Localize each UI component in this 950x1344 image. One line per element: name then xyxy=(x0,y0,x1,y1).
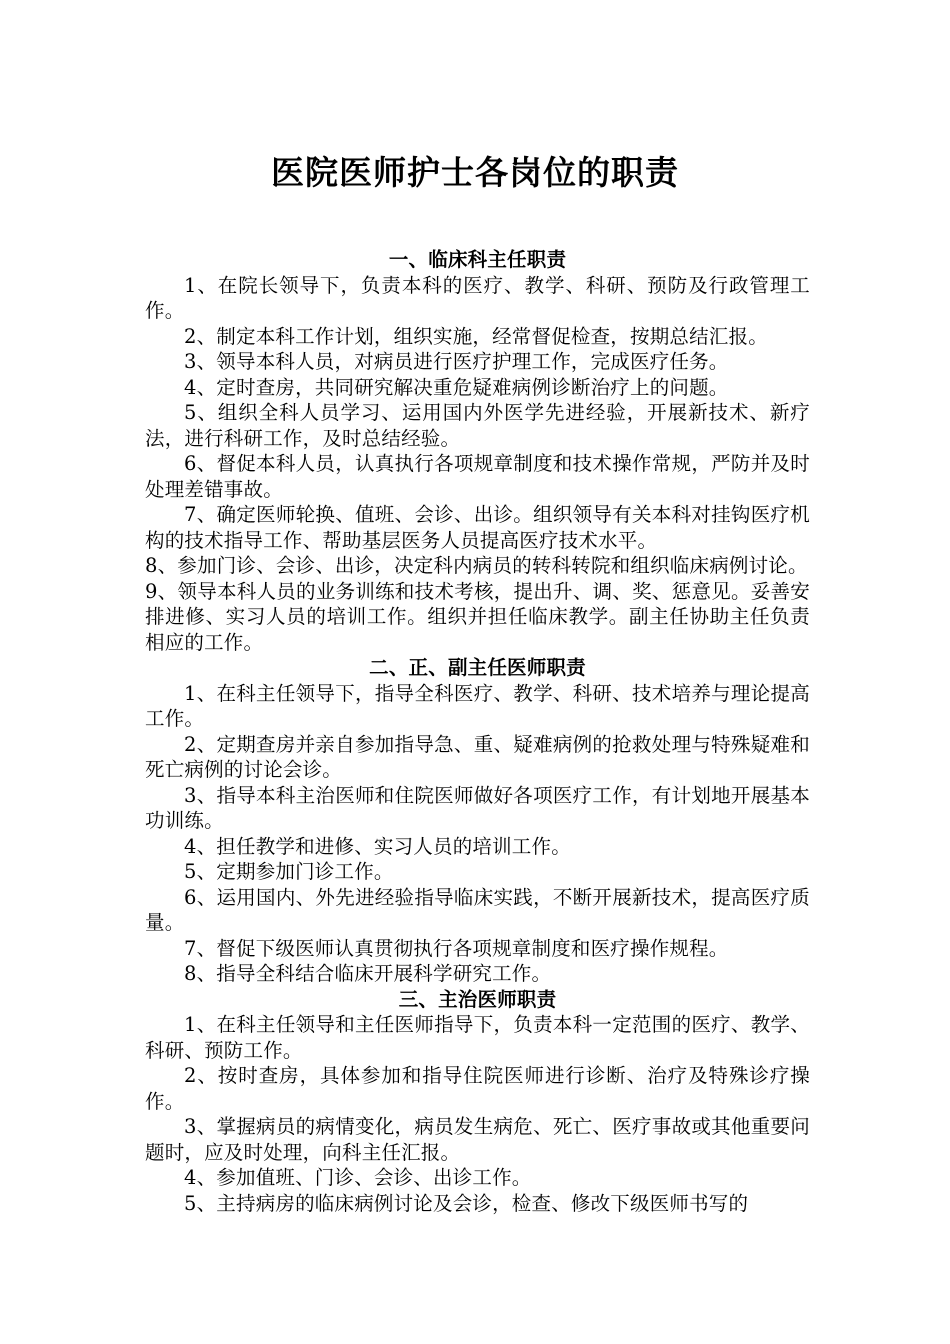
paragraph: 4、定时查房，共同研究解决重危疑难病例诊断治疗上的问题。 xyxy=(184,375,729,399)
paragraph: 8、指导全科结合临床开展科学研究工作。 xyxy=(184,962,552,985)
section-heading: 二、正、副主任医师职责 xyxy=(369,656,586,679)
paragraph: 3、掌握病员的病情变化，病员发生病危、死亡、医疗事故或其他重要问题时，应及时处理，向科主任汇报。 xyxy=(145,1115,810,1164)
paragraph: 6、督促本科人员，认真执行各项规章制度和技术操作常规，严防并及时处理差错事故。 xyxy=(145,452,810,501)
paragraph: 3、领导本科人员，对病员进行医疗护理工作，完成医疗任务。 xyxy=(184,350,729,373)
paragraph: 1、在科主任领导下，指导全科医疗、教学、科研、技术培养与理论提高工作。 xyxy=(145,681,810,730)
paragraph: 9、领导本科人员的业务训练和技术考核，提出升、调、奖、惩意见。妥善安排进修、实习人员的培训工作。组织并担任临床教学。副主任协助主任负责相应的工作。 xyxy=(145,579,810,654)
section-heading: 三、主治医师职责 xyxy=(398,987,557,1011)
paragraph: 7、督促下级医师认真贯彻执行各项规章制度和医疗操作规程。 xyxy=(184,936,729,960)
paragraph: 4、担任教学和进修、实习人员的培训工作。 xyxy=(184,834,571,858)
section-attending-physician xyxy=(145,987,810,1217)
paragraph: 5、定期参加门诊工作。 xyxy=(184,860,394,883)
paragraph: 2、定期查房并亲自参加指导急、重、疑难病例的抢救处理与特殊疑难和死亡病例的讨论会诊。 xyxy=(145,732,810,781)
section-heading: 一、临床科主任职责 xyxy=(388,248,567,271)
paragraph: 4、参加值班、门诊、会诊、出诊工作。 xyxy=(184,1166,532,1189)
paragraph: 1、在科主任领导和主任医师指导下，负责本科一定范围的医疗、教学、科研、预防工作。 xyxy=(145,1013,810,1062)
paragraph: 5、组织全科人员学习、运用国内外医学先进经验，开展新技术、新疗法，进行科研工作，及时总结经验。 xyxy=(145,401,810,450)
paragraph: 5、主持病房的临床病例讨论及会诊，检查、修改下级医师书写的 xyxy=(184,1191,749,1215)
document-title: 医院医师护士各岗位的职责 xyxy=(271,153,679,192)
paragraph: 2、按时查房，具体参加和指导住院医师进行诊断、治疗及特殊诊疗操作。 xyxy=(145,1064,810,1113)
paragraph: 3、指导本科主治医师和住院医师做好各项医疗工作，有计划地开展基本功训练。 xyxy=(145,783,810,832)
section-department-director xyxy=(145,247,810,655)
paragraph: 2、制定本科工作计划，组织实施，经常督促检查，按期总结汇报。 xyxy=(184,324,768,348)
paragraph: 7、确定医师轮换、值班、会诊、出诊。组织领导有关本科对挂钩医疗机构的技术指导工作、帮助基层医务人员提高医疗技术水平。 xyxy=(145,503,810,552)
document-body xyxy=(145,247,810,1216)
paragraph: 8、参加门诊、会诊、出诊，决定科内病员的转科转院和组织临床病例讨论。 xyxy=(145,554,808,577)
paragraph: 1、在院长领导下，负责本科的医疗、教学、科研、预防及行政管理工作。 xyxy=(145,273,810,322)
section-chief-physician xyxy=(145,655,810,987)
paragraph: 6、运用国内、外先进经验指导临床实践，不断开展新技术，提高医疗质量。 xyxy=(145,885,810,934)
